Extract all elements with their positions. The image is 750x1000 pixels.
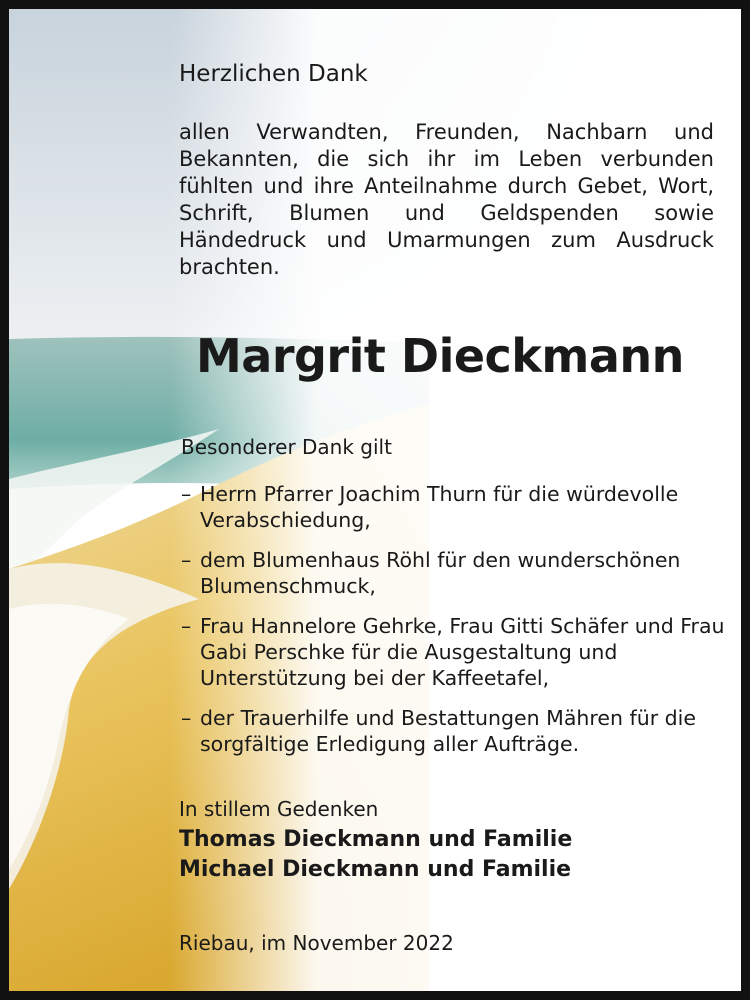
thanks-item bbox=[181, 481, 726, 533]
dash-bullet: – bbox=[181, 614, 192, 638]
place-date: Riebau, im November 2022 bbox=[179, 931, 454, 955]
thanks-item bbox=[181, 547, 726, 599]
thanks-item-text: der Trauerhilfe und Bestattungen Mähren für die sorgfältige Erledigung aller Aufträge. bbox=[200, 706, 696, 756]
thanks-item bbox=[181, 613, 726, 691]
dash-bullet: – bbox=[181, 482, 192, 506]
thanks-item-text: dem Blumenhaus Röhl für den wunderschönen Blumenschmuck, bbox=[200, 548, 681, 598]
thanks-item bbox=[181, 705, 726, 757]
notice-text bbox=[179, 9, 724, 991]
thanks-item-text: Herrn Pfarrer Joachim Thurn für die würdevolle Verabschiedung, bbox=[200, 482, 679, 532]
intro-paragraph: allen Verwandten, Freunden, Nachbarn und Bekannten, die sich ihr im Leben verbunden fühlten und ihre Anteilnahme durch Gebet, Wort, Schrift, Blumen und Geldspenden sowie Händedruck und Umarmungen zum Ausdruck brachten. bbox=[179, 120, 714, 279]
dash-bullet: – bbox=[181, 548, 192, 572]
notice-header: Herzlichen Dank bbox=[179, 61, 368, 87]
memoriam-line: In stillem Gedenken bbox=[179, 797, 379, 821]
family-name-line: Michael Dieckmann und Familie bbox=[179, 857, 572, 882]
family-name-line: Thomas Dieckmann und Familie bbox=[179, 827, 573, 852]
dash-bullet: – bbox=[181, 706, 192, 730]
deceased-name: Margrit Dieckmann bbox=[196, 329, 684, 383]
thanks-list bbox=[181, 481, 726, 771]
thanks-item-text: Frau Hannelore Gehrke, Frau Gitti Schäfer und Frau Gabi Perschke für die Ausgestaltung und Unterstützung bei der Kaffeetafel, bbox=[200, 614, 725, 690]
thanks-heading: Besonderer Dank gilt bbox=[181, 435, 392, 459]
